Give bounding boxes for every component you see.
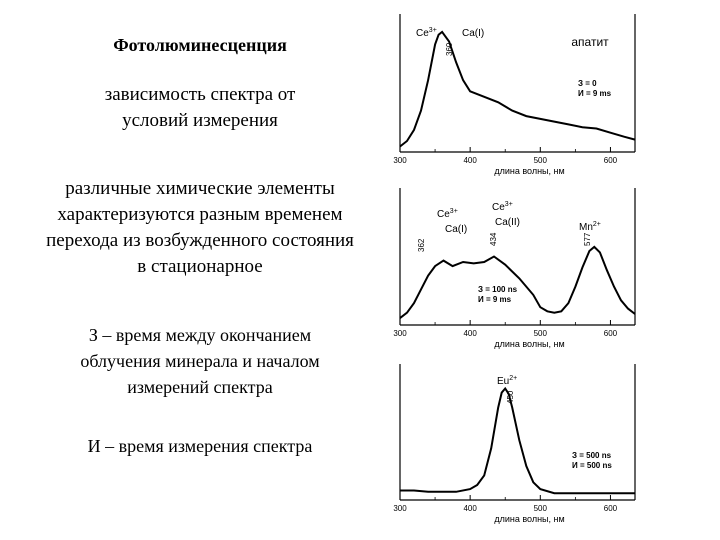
condition-label: И = 9 ms [578, 89, 612, 98]
peak-label: 577 [583, 232, 592, 246]
text-line: в стационарное [137, 256, 263, 277]
element-charge: 2+ [592, 221, 601, 228]
element-label [445, 224, 467, 235]
spectrum-chart-1 [393, 14, 635, 176]
element-symbol: Ca(II) [495, 217, 520, 228]
text-line: зависимость спектра от [104, 84, 296, 105]
element-label [416, 27, 437, 39]
element-symbol: Ce [437, 209, 450, 220]
x-tick-label: 600 [603, 329, 618, 338]
text-line: различные химические элементы [65, 178, 335, 199]
condition-label: И = 9 ms [478, 295, 512, 304]
element-symbol: Mn [579, 222, 593, 233]
text-line: измерений спектра [127, 377, 273, 397]
element-charge: 2+ [509, 375, 518, 382]
chart-title: апатит [571, 35, 609, 49]
element-charge: 3+ [449, 208, 458, 215]
x-tick-label: 300 [393, 329, 407, 338]
x-tick-label: 500 [533, 156, 547, 165]
spectrum-chart-3 [393, 364, 635, 524]
element-label [579, 221, 601, 233]
x-tick-label: 400 [463, 329, 477, 338]
element-symbol: Ca(I) [462, 28, 485, 39]
element-symbol: Ce [416, 28, 429, 39]
text-line: З – время между окончанием [88, 325, 312, 345]
element-charge: 3+ [504, 201, 513, 208]
peak-label: 362 [417, 238, 426, 252]
peak-label: 360 [445, 42, 454, 56]
element-label [437, 208, 458, 220]
text-line: характеризуются разным временем [57, 204, 343, 225]
condition-label: З = 100 ns [478, 285, 518, 294]
element-symbol: Ca(I) [445, 224, 468, 235]
peak-label: 434 [489, 232, 498, 246]
x-tick-label: 300 [393, 504, 407, 513]
x-axis-label: длина волны, нм [494, 166, 565, 176]
element-label [497, 375, 517, 387]
x-tick-label: 500 [533, 329, 547, 338]
x-tick-label: 300 [393, 156, 407, 165]
x-tick-label: 600 [603, 504, 618, 513]
text-line: перехода из возбужденного состояния [46, 230, 354, 251]
peak-label: 450 [506, 390, 515, 404]
condition-label: З = 0 [578, 79, 597, 88]
duration-definition: И – время измерения спектра [87, 436, 313, 456]
x-tick-label: 400 [463, 156, 477, 165]
element-symbol: Ce [492, 202, 505, 213]
text-line: условий измерения [122, 110, 278, 131]
spectrum-chart-2 [393, 188, 635, 349]
text-line: облучения минерала и началом [80, 351, 320, 371]
slide-title: Фотолюминесценция [113, 35, 287, 55]
spectrum-line [400, 247, 635, 318]
element-symbol: Eu [497, 376, 510, 387]
x-tick-label: 400 [463, 504, 477, 513]
condition-label: И = 500 ns [572, 461, 612, 470]
condition-label: З = 500 ns [572, 451, 612, 460]
element-label [492, 201, 513, 213]
element-label [495, 217, 520, 228]
x-axis-label: длина волны, нм [494, 514, 565, 524]
x-tick-label: 600 [603, 156, 618, 165]
x-axis-label: длина волны, нм [494, 339, 565, 349]
spectrum-line [400, 389, 635, 494]
element-charge: 3+ [428, 27, 437, 34]
element-label [462, 28, 484, 39]
x-tick-label: 500 [533, 504, 547, 513]
